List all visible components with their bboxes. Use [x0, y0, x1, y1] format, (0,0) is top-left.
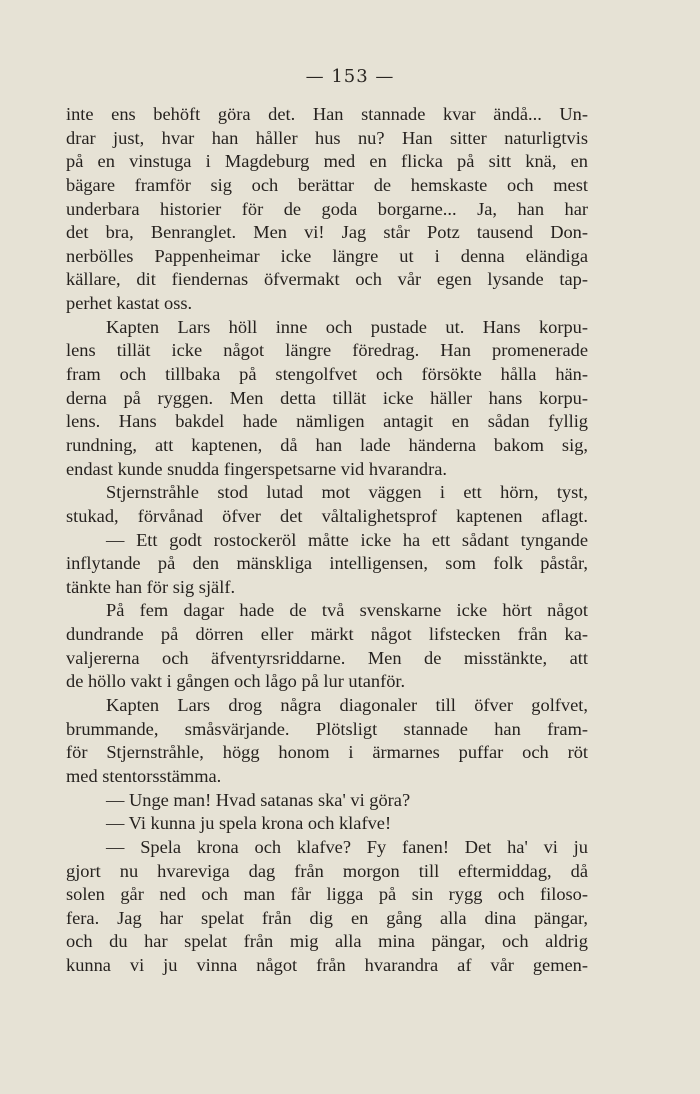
text-line: källare, dit fiendernas öfvermakt och vår egen lysande tap- — [66, 269, 588, 290]
text-line: brummande, småsvärjande. Plötsligt stannade han fram- — [66, 718, 588, 739]
text-line: och du har spelat från mig alla mina pängar, och aldrig — [66, 931, 588, 952]
text-line: Kapten Lars drog några diagonaler till öfver golfvet, — [106, 695, 588, 716]
text-line: rundning, att kaptenen, då han lade händerna bakom sig, — [66, 434, 588, 455]
text-line: kunna vi ju vinna något från hvarandra af vår gemen- — [66, 955, 588, 976]
text-line: underbara historier för de goda borgarne... Ja, han har — [66, 198, 588, 219]
text-line: dundrande på dörren eller märkt något lifstecken från ka- — [66, 624, 588, 645]
text-line: nerbölles Pappenheimar icke längre ut i denna eländiga — [66, 245, 588, 266]
text-line: — Spela krona och klafve? Fy fanen! Det ha' vi ju — [106, 836, 588, 857]
text-line: lens. Hans bakdel hade nämligen antagit en sådan fyllig — [66, 411, 588, 432]
text-line: det bra, Benranglet. Men vi! Jag står Potz tausend Don- — [66, 222, 588, 243]
text-line: Kapten Lars höll inne och pustade ut. Hans korpu- — [106, 316, 588, 337]
text-line: derna på ryggen. Men detta tillät icke häller hans korpu- — [66, 387, 588, 408]
text-line: för Stjernstråhle, högg honom i ärmarnes puffar och röt — [66, 742, 588, 763]
text-line: drar just, hvar han håller hus nu? Han sitter naturligtvis — [66, 127, 588, 148]
text-line: solen går ned och man får ligga på sin rygg och filoso- — [66, 884, 588, 905]
text-line: på en vinstuga i Magdeburg med en flicka på sitt knä, en — [66, 151, 588, 172]
text-line: med stentorsstämma. — [66, 765, 222, 786]
text-line: inflytande på den mänskliga intelligensen, som folk påstår, — [66, 553, 588, 574]
text-line: Stjernstråhle stod lutad mot väggen i ett hörn, tyst, — [106, 482, 588, 503]
page-number: — 153 — — [305, 66, 395, 87]
text-line: fram och tillbaka på stengolfvet och försökte hålla hän- — [66, 364, 588, 385]
text-line: endast kunde snudda fingerspetsarne vid hvarandra. — [66, 458, 447, 479]
text-line: de höllo vakt i gången och lågo på lur utanför. — [66, 671, 406, 692]
text-line: — Ett godt rostockeröl måtte icke ha ett sådant tyngande — [106, 529, 588, 550]
text-line: bägare framför sig och berättar de hemskaste och mest — [66, 174, 588, 195]
text-line: inte ens behöft göra det. Han stannade kvar ändå... Un- — [66, 104, 588, 124]
text-line: På fem dagar hade de två svenskarne icke hört något — [106, 600, 588, 621]
text-line: fera. Jag har spelat från dig en gång alla dina pängar, — [66, 907, 588, 928]
text-line: tänkte han för sig själf. — [66, 576, 236, 597]
text-line: — Vi kunna ju spela krona och klafve! — [106, 813, 392, 834]
text-line: perhet kastat oss. — [66, 293, 193, 314]
text-line: valjererna och äfventyrsriddarne. Men de misstänkte, att — [66, 647, 588, 668]
text-line: lens tillät icke något längre föredrag. Han promenerade — [66, 340, 588, 361]
text-line: stukad, förvånad öfver det våltalighetsprof kaptenen aflagt. — [66, 505, 588, 526]
text-line: gjort nu hvareviga dag från morgon till eftermiddag, då — [66, 860, 588, 881]
body-text — [66, 103, 588, 978]
text-line: — Unge man! Hvad satanas ska' vi göra? — [106, 789, 411, 810]
